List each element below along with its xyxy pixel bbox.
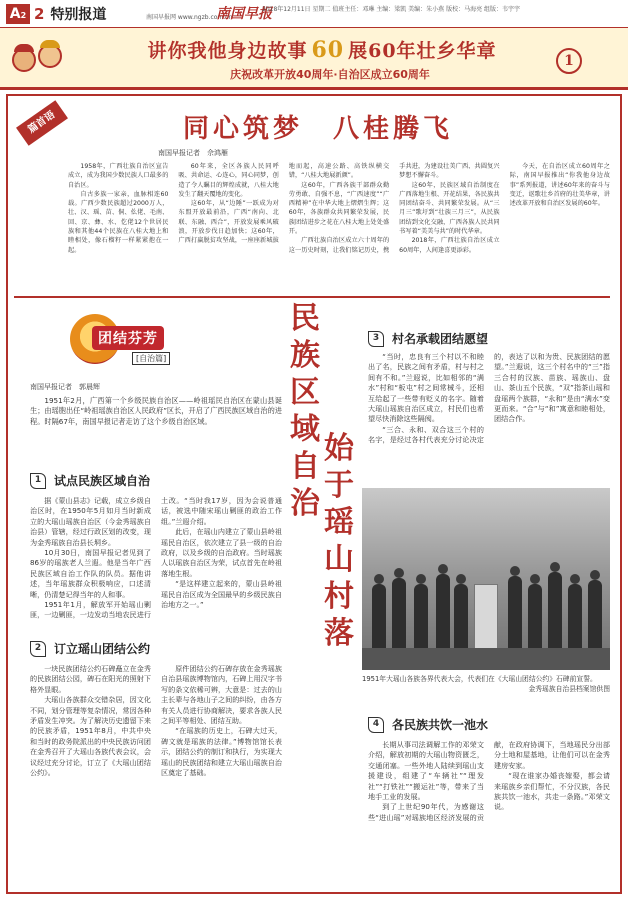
- paragraph: “三合、永和、双合这三个村的名字，是经过各村代表充分讨论决定的，表达了以和为贵、民族团结的愿望。”兰遐说，这三个村名中的“三”指三合村的汉族、苗族、瑶族山、盘山、茶山五个民族，“双”指茶山瑶和盘瑶两个族群，“永和”是由“满水”变更而来。“合”与“和”寓意和睦相处，团结合作。: [368, 352, 610, 445]
- headline-char: 瑶: [324, 505, 354, 540]
- section-number-badge: 4: [368, 717, 384, 733]
- subhead-3: [368, 330, 488, 347]
- section-3-body: [368, 352, 610, 480]
- headline-char: 域: [290, 412, 320, 447]
- editorial-body: [68, 162, 610, 290]
- site-url: 南国早报网 www.ngzb.com.cn: [146, 14, 233, 21]
- subhead-title: 村名承载团结愿望: [392, 332, 489, 346]
- page-number: 2: [34, 5, 45, 23]
- headline-char: 民: [290, 301, 320, 336]
- headline-char: 自: [290, 449, 320, 484]
- person-figure: [372, 584, 386, 654]
- article-lead: [30, 396, 282, 427]
- editorial-section: [8, 96, 620, 294]
- headline-char: 区: [290, 375, 320, 410]
- paragraph: 长期从事司法调解工作的邓荣文介绍，解放初期的大瑶山物资匮乏，交通闭塞。一些外地人陆续到瑶山支援建设，组建了“车辆社”“理发社”“打铁社”“搬运社”等，带来了当地手工业的发展。: [368, 740, 484, 802]
- page-section: 特别报道: [50, 7, 107, 23]
- sixty-logo: 60: [311, 37, 345, 63]
- headline-char: 落: [324, 616, 354, 651]
- paragraph: “是这样建立起来的，蒙山县岭祖瑶民自治区成为全国最早的乡级民族自治地方之一。”: [161, 579, 282, 610]
- paragraph: “当时，忠良有三个村以不和睦出了名，民族之间有矛盾，村与村之间有不和。”兰遐说，比如相邻的“满水”村和“板屯”村之间常械斗，还相互给起了一些带有贬义的名字。随着大瑶山瑶族自治区成立，村民们也希望尽快消除这些隔阂。: [368, 352, 484, 424]
- paper-logo: 南国早报: [216, 6, 272, 22]
- headline-char: 族: [290, 338, 320, 373]
- paragraph: 广西壮族自治区成立六十周年的这一历史时刻，让我们铭记历史，携手共进，为建设壮美广西、共圆复兴梦想不懈奋斗。: [288, 163, 500, 254]
- photo-caption: [362, 674, 610, 694]
- series-banner: [0, 28, 628, 90]
- stele-icon: [474, 584, 498, 650]
- editorial-ribbon: 篇首语: [16, 100, 68, 146]
- tuanjie-logo: [70, 304, 190, 374]
- section-2-body: [30, 664, 282, 886]
- article-byline: 南国早报记者 郭晨辉: [30, 383, 100, 391]
- person-figure: [528, 584, 542, 654]
- photo-credit: 金秀瑶族自治县档案馆供图: [528, 685, 610, 693]
- person-figure: [414, 584, 428, 654]
- editorial-title: 同心筑梦 八桂腾飞: [182, 114, 453, 144]
- paragraph: 10月30日，南国早报记者见到了86岁的瑶族老人兰遐。他是当年广西民族区域自治工作队的队员。据他讲述，当年瑶族群众积极响应，口述清晰，仍清楚记得当年的人和事。: [30, 548, 151, 599]
- person-figure: [548, 572, 562, 654]
- paragraph: 一块民族团结公约石碑矗立在金秀的民族团结公园，碑石在阳光的照射下格外显眼。: [30, 664, 151, 694]
- paragraph: “现在谁家办婚丧嫁娶，都会请来瑶族乡亲们帮忙，不分汉族，各民族共饮一池水，共走一条路。”邓荣文说。: [494, 771, 610, 812]
- section-divider: [14, 296, 610, 298]
- vertical-headline-left: [288, 300, 322, 848]
- column-subtitle: [自治篇]: [132, 352, 170, 365]
- paragraph: 此后，在瑶山内建立了蒙山县岭祖瑶民自治区，依次建立了县一级的自治政府，以及乡级的自治政府。当时瑶族人以瑶族自治区为荣，试点首先在岭祖落地生根。: [161, 527, 282, 578]
- subhead-title: 试点民族区域自治: [54, 474, 151, 488]
- paragraph: 自古多族一家亲，血脉相连60载。广西少数民族超过2000万人，壮、汉、瑶、苗、侗、仫佬、毛南、回、京、彝、水、仡佬12个世居民族和其他44个民族在八桂大地上和睦相处，像石榴籽一样紧紧抱在一起。: [68, 190, 169, 254]
- paragraph: 据《蒙山县志》记载，成立乡级自治区时，在1950年5月如月当时新成立的大瑶山瑶族自治区（今金秀瑶族自治县）管辖，经过行政区划的改变，现为金秀瑶族自治县长垌乡。: [30, 496, 151, 547]
- subhead-4: [368, 716, 488, 733]
- historical-photo: [362, 488, 610, 670]
- mascot-boy-icon: [12, 48, 36, 72]
- paragraph: 大瑶山各族群众交错杂居，因文化不同，划分管理等复杂情况，常因各种矛盾发生冲突。为了解决历史遗留下来的民族矛盾，1951年8月，中共中央和当时的政务院派出的中央民族访问团在金秀召开了大瑶山各族代表会议，会议经过充分讨论，订立了《大瑶山团结公约》。: [30, 695, 151, 778]
- banner-title: 讲你我他身边故事 60 展60年壮乡华章: [147, 37, 497, 63]
- paragraph: 60年来，全区各族人民同呼吸、共命运、心连心，同心同梦，创造了令人瞩目的辉煌成就，八桂大地发生了翻天覆地的变化。: [178, 163, 279, 198]
- person-figure: [508, 576, 522, 654]
- vertical-headline-right: [322, 430, 356, 900]
- mascot-illustration: [10, 34, 66, 82]
- page-tag: [6, 4, 106, 24]
- headline-char: 于: [324, 468, 354, 503]
- section-number-badge: 3: [368, 331, 384, 347]
- section-1-body: [30, 496, 282, 632]
- ground: [362, 648, 610, 670]
- page-letter: A2: [6, 4, 30, 24]
- subhead-2: [30, 640, 150, 657]
- paragraph: 到了上世纪90年代，为感谢这些“进山瑶”对瑶族地区经济发展的贡献，在政府协调下，当地瑶民分出部分土地和屋基地，让他们可以在金秀建房安家。: [368, 740, 610, 822]
- section-4-body: [368, 740, 610, 886]
- paragraph: 今天，在自治区成立60周年之际，南国早报推出“你我他身边故事”系列报道，讲述60年来的奋斗与变迁，讴歌壮乡首府的壮美华章，讲述改革开放和自治区发展的60年。: [509, 163, 610, 208]
- paragraph: 1951年1月，解放军开始瑶山剿匪，一边剿匪，一边发动当地农民进行土改。“当时我17岁，因为会说普通话，被选中随宋瑶山剿匪的政治工作组。”兰遐介绍。: [30, 496, 282, 620]
- paragraph: “在瑶族的历史上，石碑大过天，碑文就是瑶族的法律。”博物馆馆长表示，团结公约的制订和执行，为实现大瑶山的民族团结和建立大瑶山瑶族自治区奠定了基础。: [161, 726, 282, 778]
- subhead-title: 各民族共饮一池水: [392, 718, 489, 732]
- banner-subtitle: 庆祝改革开放40周年·自治区成立60周年: [230, 68, 430, 81]
- subhead-title: 订立瑶山团结公约: [54, 642, 151, 656]
- column-title: 团结芬芳: [92, 326, 164, 350]
- editorial-byline: 南国早报记者 佘鸿雁: [158, 149, 228, 157]
- mascot-girl-icon: [38, 44, 62, 68]
- paragraph: 原件团结公约石碑存放在金秀瑶族自治县瑶族博物馆内，石碑上用汉字书写的条文依稀可辨，大意是：过去的山主长辈与各地山子之间的纠纷，由各方有关人员进行协商解决，要求各族人民之间平等相处、团结互助。: [161, 664, 282, 726]
- section-number-badge: 2: [30, 641, 46, 657]
- paragraph: 1951年2月，广西第一个乡级民族自治区——岭祖瑶民自治区在蒙山县诞生；由瑶胞出任“岭祖瑶族自治区人民政府”区长，开启了广西民族区域自治的进程。时隔67年，南国早报记者走访了这个乡级自治区域。: [30, 396, 282, 426]
- masthead: [0, 0, 628, 28]
- paragraph: 1958年，广西壮族自治区宣告成立，成为我国少数民族人口最多的自治区。: [68, 163, 169, 189]
- headline-char: 村: [324, 579, 354, 614]
- person-figure: [568, 584, 582, 654]
- section-number-badge: 1: [30, 473, 46, 489]
- paragraph: 这60年，民族区域自治制度在广西落地生根、开花结果，各民族共同团结奋斗、共同繁荣发展。从“三月三”歌圩到“壮族三月三”，从民族团结到文化交融，广西各族人民共同书写着“美美与共”的时代华章。: [399, 181, 500, 236]
- paragraph: 这60年，广西各族干部群众勤劳勇敢、自强不息，“广西速度”“广西精神”在中华大地上熠熠生辉；这60年，各族群众共同繁荣发展，民族团结进步之花在八桂大地上处处盛开。: [288, 181, 390, 236]
- person-figure: [588, 580, 602, 654]
- caption-text: 1951年大瑶山各族各界代表大会，代表们在《大瑶山团结公约》石碑前宣誓。: [362, 675, 597, 683]
- headline-char: 山: [324, 542, 354, 577]
- person-figure: [436, 574, 450, 654]
- paragraph: 这60年，从“边陲”一跃成为对东盟开放最前沿，广西“南向、北联、东融、西合”，开放发展乘风破浪，开放步伐日趋加快；这60年，广西打赢脱贫攻坚战，一座座新城拔地而起，高速公路、高铁纵横交错，“八桂大地展新颜”。: [178, 163, 390, 245]
- person-figure: [454, 584, 468, 654]
- person-figure: [392, 578, 406, 654]
- headline-char: 始: [324, 431, 354, 466]
- headline-char: 治: [290, 486, 320, 521]
- subhead-1: [30, 472, 150, 489]
- issue-meta: 2018年12月11日 星期二 值班主任：邓琳 主编：梁凯 美编：朱小燕 版校：马海亮 组版：韦宇宇: [262, 6, 520, 13]
- series-number-badge: 1: [556, 48, 582, 74]
- paragraph: 2018年，广西壮族自治区成立60周年，人间逢喜更添彩。: [399, 237, 500, 254]
